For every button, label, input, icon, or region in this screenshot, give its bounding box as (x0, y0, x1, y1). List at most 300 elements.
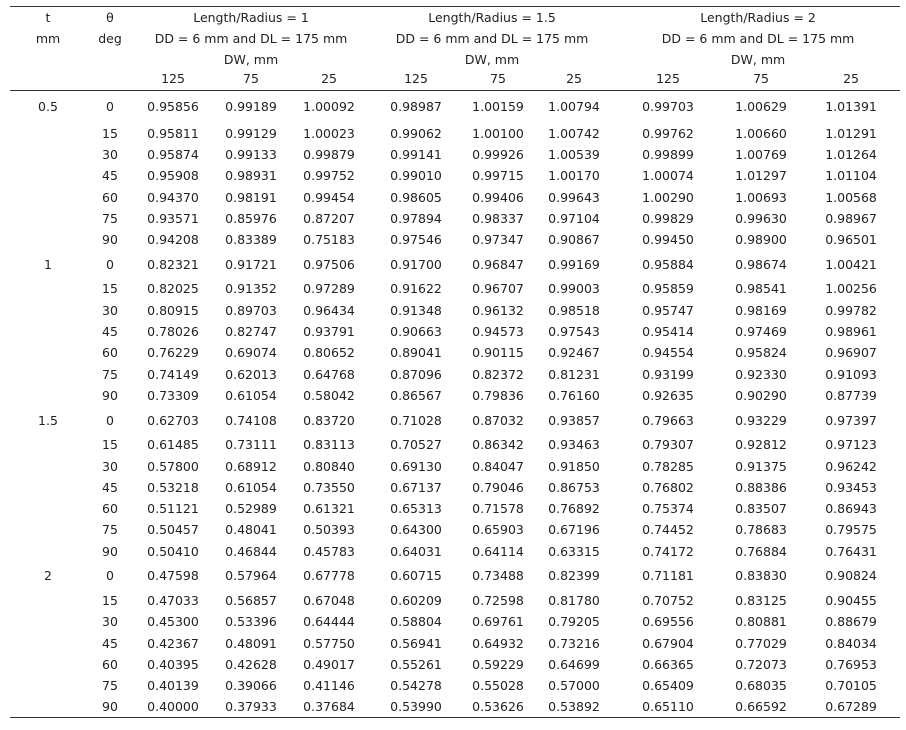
value-cell: 0.93857 (548, 412, 600, 428)
value-cell: 0.40000 (147, 699, 199, 715)
value-cell: 0.56941 (390, 635, 442, 651)
value-cell: 0.92467 (548, 345, 600, 361)
value-cell: 0.64932 (472, 635, 524, 651)
value-cell: 0.79663 (642, 412, 694, 428)
value-cell: 0.61054 (225, 479, 277, 495)
value-cell: 0.76160 (548, 387, 600, 403)
value-cell: 0.65409 (642, 678, 694, 694)
value-cell: 0.78683 (735, 522, 787, 538)
value-cell: 1.00421 (825, 256, 877, 272)
value-cell: 0.48041 (225, 522, 277, 538)
value-cell: 0.95824 (735, 345, 787, 361)
value-cell: 0.56857 (225, 592, 277, 608)
value-cell: 0.58042 (303, 387, 355, 403)
table-row (10, 498, 900, 519)
value-cell: 0.69074 (225, 345, 277, 361)
dw-value: 75 (490, 71, 506, 87)
table-row (10, 250, 900, 278)
value-cell: 0.98674 (735, 256, 787, 272)
theta-label: θ (106, 9, 114, 25)
t-value (10, 342, 86, 363)
value-cell: 0.50393 (303, 522, 355, 538)
value-cell: 1.00023 (303, 125, 355, 141)
table-row (10, 208, 900, 229)
theta-value: 75 (102, 678, 118, 694)
value-cell: 0.53626 (472, 699, 524, 715)
table-row (10, 186, 900, 207)
value-cell: 0.82321 (147, 256, 199, 272)
value-cell: 0.90824 (825, 568, 877, 584)
value-cell: 0.99010 (390, 168, 442, 184)
value-cell: 0.74452 (642, 522, 694, 538)
theta-value: 60 (102, 656, 118, 672)
value-cell: 1.00100 (472, 125, 524, 141)
group-dw-3: DW, mm (730, 51, 786, 67)
table-row (10, 590, 900, 611)
value-cell: 0.99926 (472, 146, 524, 162)
value-cell: 0.75374 (642, 501, 694, 517)
value-cell: 0.98987 (390, 99, 442, 115)
value-cell: 0.97546 (390, 232, 442, 248)
value-cell: 0.85976 (225, 210, 277, 226)
t-value (10, 434, 86, 455)
group-dims-3: DD = 6 mm and DL = 175 mm (661, 30, 855, 46)
theta-value: 15 (102, 281, 118, 297)
group-ratio-3: Length/Radius = 2 (700, 9, 816, 25)
table-row (10, 144, 900, 165)
value-cell: 0.93571 (147, 210, 199, 226)
value-cell: 0.81780 (548, 592, 600, 608)
value-cell: 0.98931 (225, 168, 277, 184)
t-value: 0.5 (38, 99, 58, 115)
table-row (10, 165, 900, 186)
value-cell: 0.99129 (225, 125, 277, 141)
value-cell: 1.01391 (825, 99, 877, 115)
value-cell: 0.96707 (472, 281, 524, 297)
value-cell: 0.94370 (147, 189, 199, 205)
value-cell: 0.37684 (303, 699, 355, 715)
theta-value: 15 (102, 592, 118, 608)
value-cell: 0.63315 (548, 543, 600, 559)
t-value (10, 363, 86, 384)
value-cell: 0.98961 (825, 324, 877, 340)
value-cell: 0.78026 (147, 324, 199, 340)
value-cell: 0.76884 (735, 543, 787, 559)
value-cell: 0.82399 (548, 568, 600, 584)
value-cell: 0.90290 (735, 387, 787, 403)
t-value (10, 675, 86, 696)
value-cell: 1.00256 (825, 281, 877, 297)
value-cell: 0.79205 (548, 614, 600, 630)
theta-value: 75 (102, 210, 118, 226)
value-cell: 0.92812 (735, 437, 787, 453)
table-row (10, 675, 900, 696)
t-value: 1 (44, 256, 52, 272)
value-cell: 0.57750 (303, 635, 355, 651)
value-cell: 0.97894 (390, 210, 442, 226)
table-row (10, 406, 900, 434)
table-row (10, 363, 900, 384)
t-unit: mm (35, 30, 61, 46)
table-row (10, 342, 900, 363)
dw-value: 25 (843, 71, 859, 87)
t-value (10, 632, 86, 653)
value-cell: 0.74172 (642, 543, 694, 559)
value-cell: 0.99782 (825, 302, 877, 318)
value-cell: 0.90867 (548, 232, 600, 248)
value-cell: 0.83113 (303, 437, 355, 453)
value-cell: 0.86753 (548, 479, 600, 495)
value-cell: 0.75183 (303, 232, 355, 248)
value-cell: 0.60715 (390, 568, 442, 584)
value-cell: 1.01291 (825, 125, 877, 141)
value-cell: 1.00074 (642, 168, 694, 184)
value-cell: 0.76431 (825, 543, 877, 559)
theta-value: 30 (102, 302, 118, 318)
value-cell: 0.94573 (472, 324, 524, 340)
value-cell: 0.50410 (147, 543, 199, 559)
table-row (10, 541, 900, 562)
t-value: 1.5 (38, 412, 58, 428)
value-cell: 0.94554 (642, 345, 694, 361)
theta-value: 75 (102, 366, 118, 382)
value-cell: 0.84034 (825, 635, 877, 651)
theta-value: 30 (102, 146, 118, 162)
value-cell: 0.53218 (147, 479, 199, 495)
value-cell: 0.64300 (390, 522, 442, 538)
t-value (10, 123, 86, 144)
value-cell: 0.58804 (390, 614, 442, 630)
value-cell: 0.87739 (825, 387, 877, 403)
value-cell: 0.80881 (735, 614, 787, 630)
value-cell: 0.47033 (147, 592, 199, 608)
value-cell: 0.96847 (472, 256, 524, 272)
t-value (10, 208, 86, 229)
table-row (10, 300, 900, 321)
group-dw-2: DW, mm (464, 51, 520, 67)
value-cell: 0.67137 (390, 479, 442, 495)
value-cell: 0.90115 (472, 345, 524, 361)
value-cell: 0.93463 (548, 437, 600, 453)
theta-value: 75 (102, 522, 118, 538)
value-cell: 0.72073 (735, 656, 787, 672)
value-cell: 1.01297 (735, 168, 787, 184)
value-cell: 0.99752 (303, 168, 355, 184)
value-cell: 0.98605 (390, 189, 442, 205)
value-cell: 0.81231 (548, 366, 600, 382)
value-cell: 0.41146 (303, 678, 355, 694)
theta-value: 60 (102, 501, 118, 517)
value-cell: 0.69761 (472, 614, 524, 630)
value-cell: 0.86943 (825, 501, 877, 517)
value-cell: 1.00660 (735, 125, 787, 141)
value-cell: 1.00290 (642, 189, 694, 205)
value-cell: 0.61321 (303, 501, 355, 517)
value-cell: 0.97123 (825, 437, 877, 453)
t-value: 2 (44, 568, 52, 584)
value-cell: 0.57964 (225, 568, 277, 584)
value-cell: 0.93229 (735, 412, 787, 428)
value-cell: 0.82747 (225, 324, 277, 340)
table-row (10, 321, 900, 342)
value-cell: 0.93453 (825, 479, 877, 495)
value-cell: 0.54278 (390, 678, 442, 694)
value-cell: 0.69556 (642, 614, 694, 630)
value-cell: 0.76953 (825, 656, 877, 672)
value-cell: 0.57000 (548, 678, 600, 694)
value-cell: 0.96907 (825, 345, 877, 361)
value-cell: 0.67778 (303, 568, 355, 584)
value-cell: 0.99169 (548, 256, 600, 272)
value-cell: 0.80915 (147, 302, 199, 318)
value-cell: 0.45783 (303, 543, 355, 559)
theta-value: 45 (102, 635, 118, 651)
value-cell: 0.70752 (642, 592, 694, 608)
dw-value: 25 (321, 71, 337, 87)
value-cell: 0.53892 (548, 699, 600, 715)
value-cell: 0.80652 (303, 345, 355, 361)
value-cell: 0.91721 (225, 256, 277, 272)
value-cell: 0.77029 (735, 635, 787, 651)
value-cell: 0.83830 (735, 568, 787, 584)
value-cell: 0.62013 (225, 366, 277, 382)
theta-value: 60 (102, 189, 118, 205)
theta-value: 90 (102, 699, 118, 715)
value-cell: 0.40139 (147, 678, 199, 694)
value-cell: 1.01264 (825, 146, 877, 162)
value-cell: 0.99450 (642, 232, 694, 248)
value-cell: 0.98541 (735, 281, 787, 297)
value-cell: 0.89703 (225, 302, 277, 318)
table-row (10, 696, 900, 717)
value-cell: 0.99133 (225, 146, 277, 162)
value-cell: 0.83720 (303, 412, 355, 428)
table-row (10, 229, 900, 250)
value-cell: 0.64768 (303, 366, 355, 382)
value-cell: 0.76229 (147, 345, 199, 361)
value-cell: 0.69130 (390, 458, 442, 474)
value-cell: 0.68035 (735, 678, 787, 694)
value-cell: 0.91700 (390, 256, 442, 272)
value-cell: 0.91375 (735, 458, 787, 474)
value-cell: 0.71181 (642, 568, 694, 584)
theta-value: 0 (106, 412, 114, 428)
t-value (10, 385, 86, 406)
table-row (10, 654, 900, 675)
value-cell: 0.79046 (472, 479, 524, 495)
value-cell: 0.78285 (642, 458, 694, 474)
table-row (10, 455, 900, 476)
value-cell: 0.97347 (472, 232, 524, 248)
value-cell: 0.61054 (225, 387, 277, 403)
dw-value: 25 (566, 71, 582, 87)
value-cell: 0.82025 (147, 281, 199, 297)
table-row (10, 278, 900, 299)
value-cell: 0.67904 (642, 635, 694, 651)
value-cell: 0.98518 (548, 302, 600, 318)
value-cell: 0.97397 (825, 412, 877, 428)
value-cell: 0.62703 (147, 412, 199, 428)
value-cell: 0.47598 (147, 568, 199, 584)
value-cell: 0.95811 (147, 125, 199, 141)
value-cell: 0.95874 (147, 146, 199, 162)
table-row (10, 477, 900, 498)
value-cell: 0.72598 (472, 592, 524, 608)
data-table (10, 6, 900, 718)
value-cell: 0.64444 (303, 614, 355, 630)
value-cell: 0.67289 (825, 699, 877, 715)
value-cell: 0.90663 (390, 324, 442, 340)
value-cell: 0.65110 (642, 699, 694, 715)
theta-value: 0 (106, 256, 114, 272)
theta-unit: deg (98, 30, 122, 46)
value-cell: 0.73309 (147, 387, 199, 403)
table-row (10, 434, 900, 455)
value-cell: 0.83125 (735, 592, 787, 608)
t-value (10, 611, 86, 632)
value-cell: 1.00693 (735, 189, 787, 205)
value-cell: 1.00794 (548, 99, 600, 115)
value-cell: 0.73111 (225, 437, 277, 453)
value-cell: 0.46844 (225, 543, 277, 559)
value-cell: 0.52989 (225, 501, 277, 517)
value-cell: 0.40395 (147, 656, 199, 672)
value-cell: 0.91348 (390, 302, 442, 318)
value-cell: 0.92330 (735, 366, 787, 382)
theta-value: 45 (102, 168, 118, 184)
theta-value: 15 (102, 125, 118, 141)
dw-value: 75 (243, 71, 259, 87)
value-cell: 0.86342 (472, 437, 524, 453)
value-cell: 0.66365 (642, 656, 694, 672)
t-value (10, 278, 86, 299)
value-cell: 0.86567 (390, 387, 442, 403)
group-ratio-1: Length/Radius = 1 (193, 9, 309, 25)
value-cell: 0.99630 (735, 210, 787, 226)
value-cell: 0.97506 (303, 256, 355, 272)
value-cell: 0.93791 (303, 324, 355, 340)
t-value (10, 186, 86, 207)
t-value (10, 519, 86, 540)
value-cell: 0.64699 (548, 656, 600, 672)
value-cell: 0.83507 (735, 501, 787, 517)
value-cell: 0.59229 (472, 656, 524, 672)
value-cell: 0.67048 (303, 592, 355, 608)
value-cell: 0.55028 (472, 678, 524, 694)
value-cell: 0.87096 (390, 366, 442, 382)
value-cell: 0.66592 (735, 699, 787, 715)
value-cell: 0.91093 (825, 366, 877, 382)
value-cell: 0.96242 (825, 458, 877, 474)
value-cell: 0.73550 (303, 479, 355, 495)
table-row (10, 562, 900, 590)
theta-value: 45 (102, 324, 118, 340)
value-cell: 0.99879 (303, 146, 355, 162)
value-cell: 0.76892 (548, 501, 600, 517)
value-cell: 0.98967 (825, 210, 877, 226)
value-cell: 0.95908 (147, 168, 199, 184)
group-dims-1: DD = 6 mm and DL = 175 mm (154, 30, 348, 46)
t-value (10, 144, 86, 165)
t-value (10, 321, 86, 342)
group-dw-1: DW, mm (223, 51, 279, 67)
value-cell: 1.00170 (548, 168, 600, 184)
value-cell: 0.90455 (825, 592, 877, 608)
value-cell: 0.98191 (225, 189, 277, 205)
theta-value: 90 (102, 387, 118, 403)
value-cell: 0.79575 (825, 522, 877, 538)
value-cell: 1.00742 (548, 125, 600, 141)
value-cell: 0.79836 (472, 387, 524, 403)
value-cell: 0.51121 (147, 501, 199, 517)
value-cell: 0.99062 (390, 125, 442, 141)
table-row (10, 632, 900, 653)
t-value (10, 696, 86, 717)
value-cell: 0.49017 (303, 656, 355, 672)
value-cell: 0.53990 (390, 699, 442, 715)
value-cell: 0.84047 (472, 458, 524, 474)
group-dims-2: DD = 6 mm and DL = 175 mm (395, 30, 589, 46)
value-cell: 0.99406 (472, 189, 524, 205)
value-cell: 0.98169 (735, 302, 787, 318)
theta-value: 15 (102, 437, 118, 453)
value-cell: 0.73488 (472, 568, 524, 584)
value-cell: 0.99899 (642, 146, 694, 162)
t-value (10, 477, 86, 498)
value-cell: 0.70105 (825, 678, 877, 694)
table-row (10, 519, 900, 540)
t-value (10, 165, 86, 186)
value-cell: 0.68912 (225, 458, 277, 474)
value-cell: 0.88679 (825, 614, 877, 630)
value-cell: 0.88386 (735, 479, 787, 495)
value-cell: 0.65903 (472, 522, 524, 538)
dw-value: 125 (656, 71, 680, 87)
value-cell: 0.71578 (472, 501, 524, 517)
value-cell: 0.96434 (303, 302, 355, 318)
value-cell: 0.98337 (472, 210, 524, 226)
t-value (10, 654, 86, 675)
dw-value: 75 (753, 71, 769, 87)
value-cell: 0.60209 (390, 592, 442, 608)
theta-value: 30 (102, 614, 118, 630)
table-row (10, 91, 900, 123)
value-cell: 0.53396 (225, 614, 277, 630)
value-cell: 0.83389 (225, 232, 277, 248)
value-cell: 0.95856 (147, 99, 199, 115)
value-cell: 1.00769 (735, 146, 787, 162)
value-cell: 0.99703 (642, 99, 694, 115)
value-cell: 1.00092 (303, 99, 355, 115)
value-cell: 0.99141 (390, 146, 442, 162)
value-cell: 0.64031 (390, 543, 442, 559)
theta-value: 45 (102, 479, 118, 495)
value-cell: 0.95884 (642, 256, 694, 272)
value-cell: 0.93199 (642, 366, 694, 382)
value-cell: 0.99762 (642, 125, 694, 141)
value-cell: 0.99643 (548, 189, 600, 205)
group-ratio-2: Length/Radius = 1.5 (428, 9, 556, 25)
value-cell: 0.39066 (225, 678, 277, 694)
value-cell: 0.74149 (147, 366, 199, 382)
table-row (10, 123, 900, 144)
value-cell: 1.01104 (825, 168, 877, 184)
value-cell: 0.91850 (548, 458, 600, 474)
value-cell: 0.89041 (390, 345, 442, 361)
value-cell: 0.95414 (642, 324, 694, 340)
value-cell: 0.99715 (472, 168, 524, 184)
table-row (10, 385, 900, 406)
